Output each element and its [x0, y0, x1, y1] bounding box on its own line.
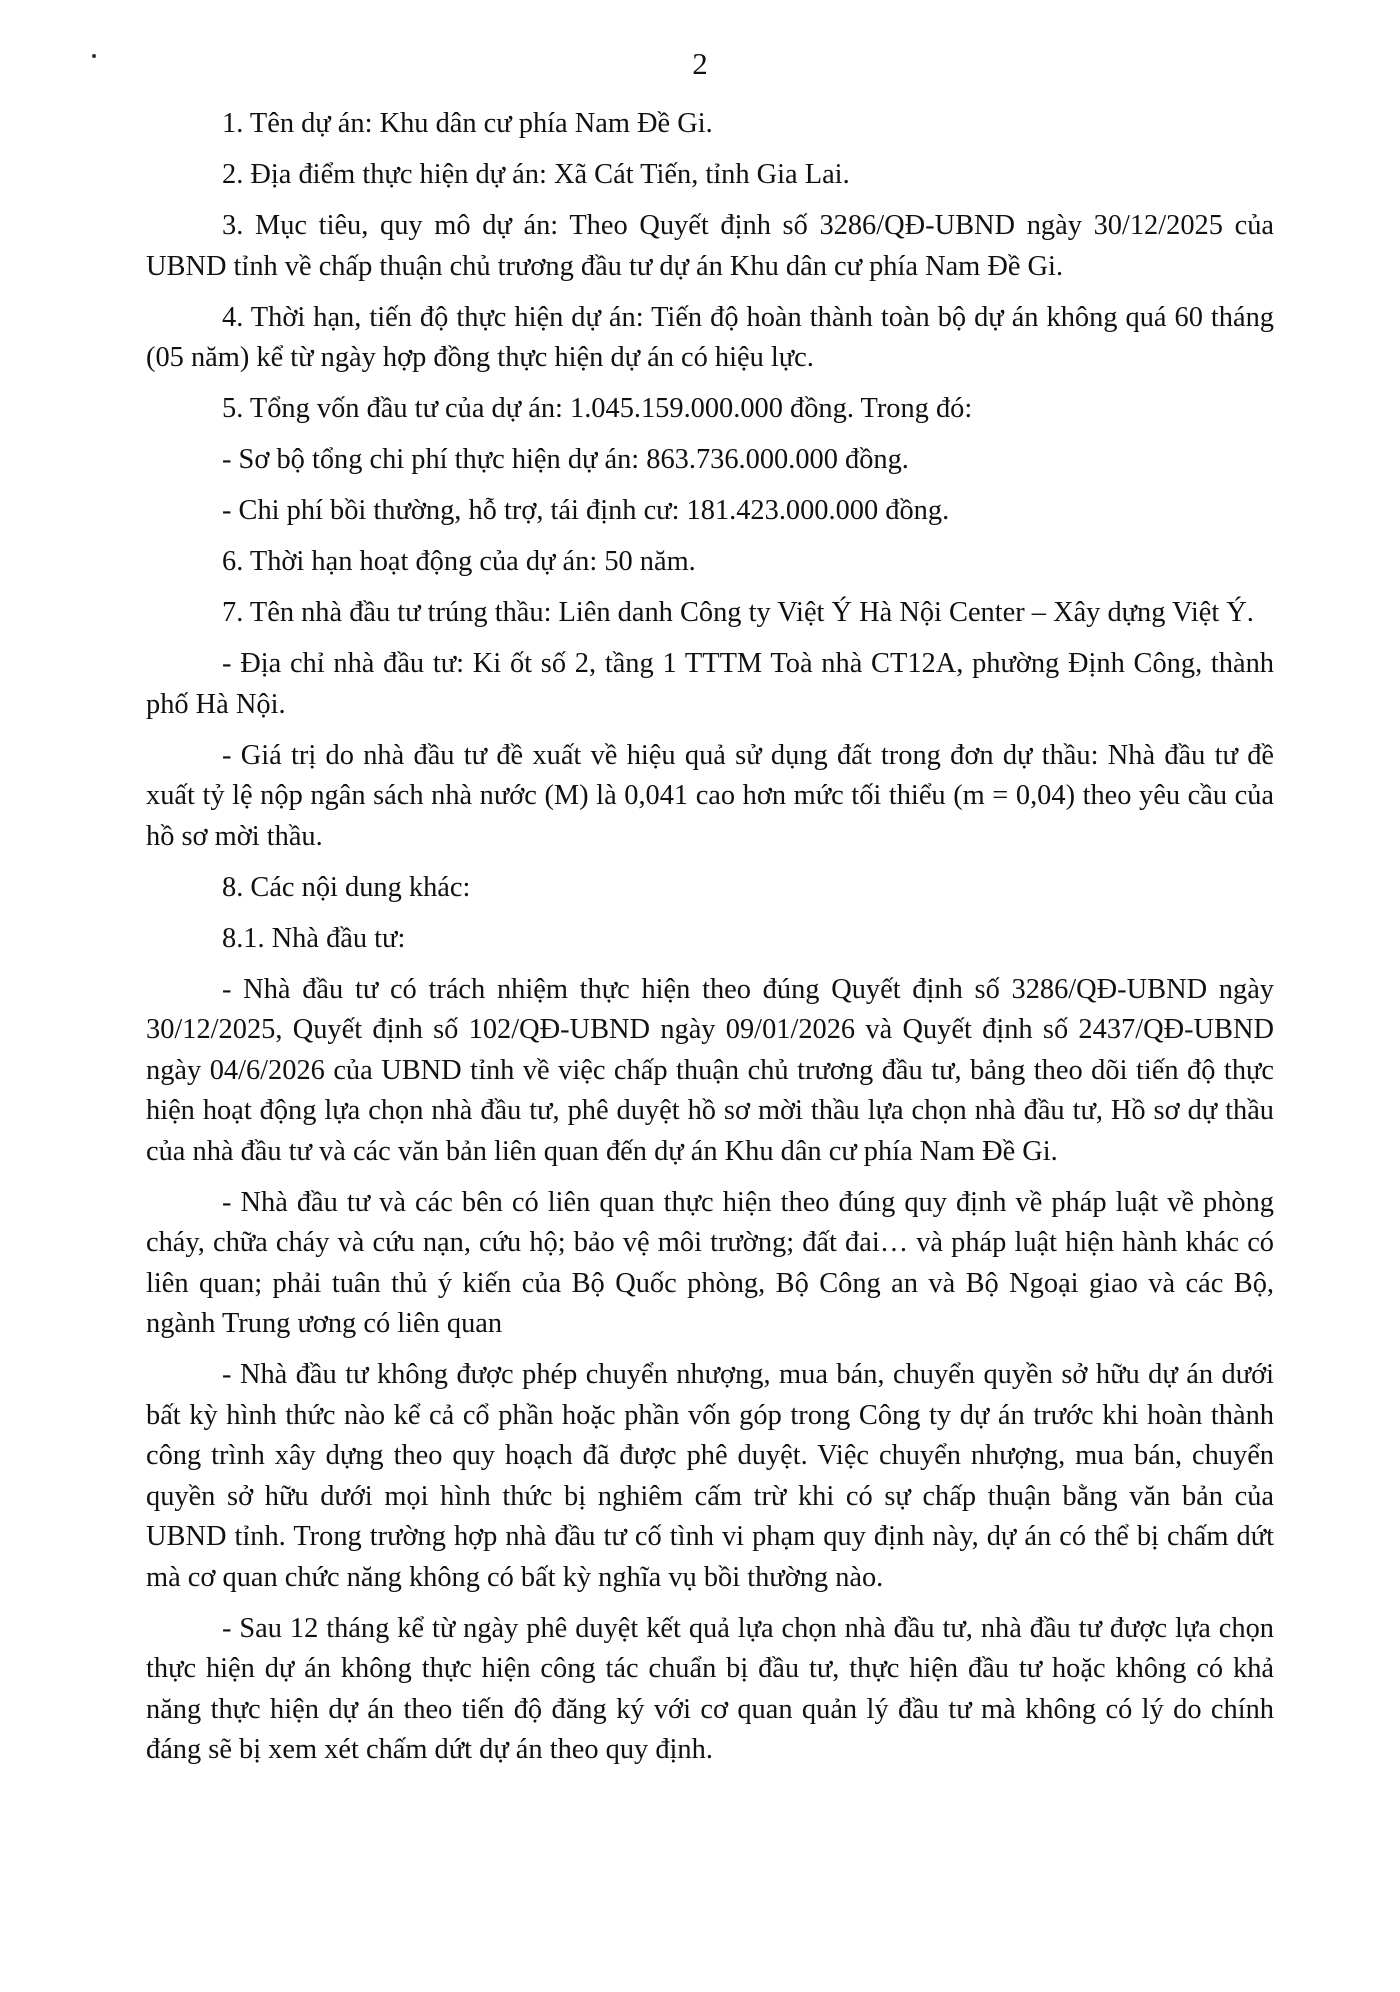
document-body [146, 104, 1274, 1781]
paragraph-objective-scale: 3. Mục tiêu, quy mô dự án: Theo Quyết định số 3286/QĐ-UBND ngày 30/12/2025 của UBND tỉnh về chấp thuận chủ trương đầu tư dự án Khu dân cư phía Nam Đề Gi. [146, 210, 1274, 282]
paragraph-investor-heading: 8.1. Nhà đầu tư: [222, 922, 406, 954]
paragraph-transfer-restriction: - Nhà đầu tư không được phép chuyển nhượng, mua bán, chuyển quyền sở hữu dự án dưới bất kỳ hình thức nào kể cả cổ phần hoặc phần vốn góp trong Công ty dự án trước khi hoàn thành công trình xây dựng theo quy hoạch đã được phê duyệt. Việc chuyển nhượng, mua bán, chuyển quyền sở hữu dưới mọi hình thức bị nghiêm cấm trừ khi có sự chấp thuận bằng văn bản của UBND tỉnh. Trong trường hợp nhà đầu tư cố tình vi phạm quy định này, dự án có thể bị chấm dứt mà cơ quan chức năng không có bất kỳ nghĩa vụ bồi thường nào. [146, 1359, 1274, 1593]
paragraph-proposed-value: - Giá trị do nhà đầu tư đề xuất về hiệu quả sử dụng đất trong đơn dự thầu: Nhà đầu tư đề xuất tỷ lệ nộp ngân sách nhà nước (M) là 0,041 cao hơn mức tối thiểu (m = 0,04) theo yêu cầu của hồ sơ mời thầu. [146, 739, 1274, 852]
paragraph-total-investment: 5. Tổng vốn đầu tư của dự án: 1.045.159.000.000 đồng. Trong đó: [222, 393, 973, 424]
paragraph-other-contents: 8. Các nội dung khác: [222, 871, 471, 903]
paragraph-operation-term: 6. Thời hạn hoạt động của dự án: 50 năm. [222, 546, 696, 577]
paragraph-investor-address: - Địa chỉ nhà đầu tư: Ki ốt số 2, tầng 1 TTTM Toà nhà CT12A, phường Định Công, thành phố Hà Nội. [146, 648, 1274, 720]
page-number: 2 [692, 46, 708, 81]
paragraph-termination: - Sau 12 tháng kể từ ngày phê duyệt kết quả lựa chọn nhà đầu tư, nhà đầu tư được lựa chọn thực hiện dự án không thực hiện công tác chuẩn bị đầu tư, thực hiện đầu tư hoặc không có khả năng thực hiện dự án theo tiến độ đăng ký với cơ quan quản lý đầu tư mà không có lý do chính đáng sẽ bị xem xét chấm dứt dự án theo quy định. [146, 1612, 1274, 1765]
paragraph-preliminary-cost: - Sơ bộ tổng chi phí thực hiện dự án: 863.736.000.000 đồng. [222, 444, 909, 475]
paragraph-investor-responsibility: - Nhà đầu tư có trách nhiệm thực hiện theo đúng Quyết định số 3286/QĐ-UBND ngày 30/12/2025, Quyết định số 102/QĐ-UBND ngày 09/01/2026 và Quyết định số 2437/QĐ-UBND ngày 04/6/2026 của UBND tỉnh về việc chấp thuận chủ trương đầu tư, bảng theo dõi tiến độ thực hiện hoạt động lựa chọn nhà đầu tư, phê duyệt hồ sơ mời thầu lựa chọn nhà đầu tư, Hồ sơ dự thầu của nhà đầu tư và các văn bản liên quan đến dự án Khu dân cư phía Nam Đề Gi. [146, 973, 1274, 1167]
paragraph-location: 2. Địa điểm thực hiện dự án: Xã Cát Tiến, tỉnh Gia Lai. [222, 159, 850, 190]
paragraph-duration-progress: 4. Thời hạn, tiến độ thực hiện dự án: Tiến độ hoàn thành toàn bộ dự án không quá 60 tháng (05 năm) kể từ ngày hợp đồng thực hiện dự án có hiệu lực. [146, 301, 1274, 373]
paragraph-winning-investor: 7. Tên nhà đầu tư trúng thầu: Liên danh Công ty Việt Ý Hà Nội Center – Xây dựng Việt Ý. [222, 597, 1254, 628]
paragraph-compensation-cost: - Chi phí bồi thường, hỗ trợ, tái định cư: 181.423.000.000 đồng. [222, 495, 950, 526]
paragraph-legal-compliance: - Nhà đầu tư và các bên có liên quan thực hiện theo đúng quy định về pháp luật về phòng cháy, chữa cháy và cứu nạn, cứu hộ; bảo vệ môi trường; đất đai… và pháp luật hiện hành khác có liên quan; phải tuân thủ ý kiến của Bộ Quốc phòng, Bộ Công an và Bộ Ngoại giao và các Bộ, ngành Trung ương có liên quan [146, 1186, 1274, 1339]
paragraph-project-name: 1. Tên dự án: Khu dân cư phía Nam Đề Gi. [222, 108, 713, 139]
